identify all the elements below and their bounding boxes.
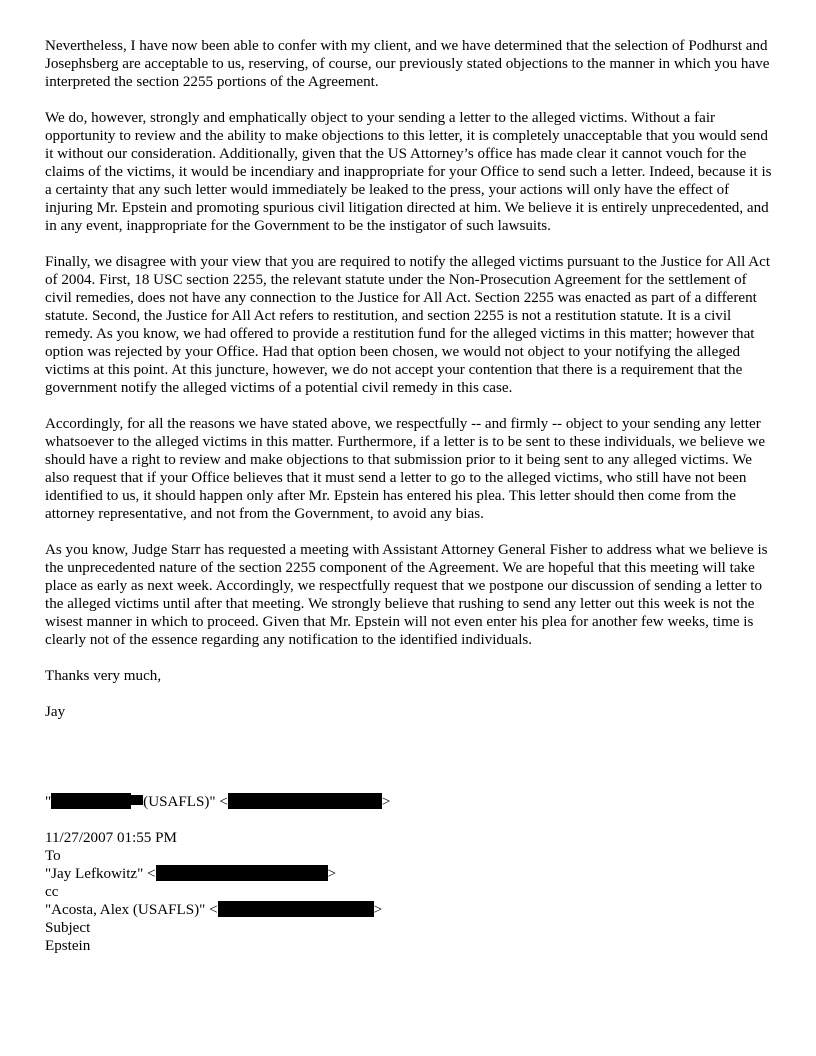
cc-close: > xyxy=(373,902,383,918)
from-name-suffix: (USAFLS)" < xyxy=(143,794,228,810)
cc-label: cc xyxy=(45,884,59,900)
to-label: To xyxy=(45,848,61,864)
cc-value: "Acosta, Alex (USAFLS)" < xyxy=(45,902,218,918)
from-close: > xyxy=(381,794,391,810)
to-close: > xyxy=(327,866,337,882)
subject-label: Subject xyxy=(45,920,91,936)
to-line xyxy=(45,865,773,883)
date-line: 11/27/2007 01:55 PM xyxy=(45,830,177,846)
closing-line: Thanks very much, xyxy=(45,668,162,684)
redacted-name-1 xyxy=(51,793,131,809)
redacted-email-cc xyxy=(218,901,374,917)
body-paragraph-1: Nevertheless, I have now been able to confer with my client, and we have determined that the selection of Podhurst and Josephsberg are acceptable to us, reserving, of course, our previously stated objections to the manner in which you have interpreted the section 2255 portions of the Agreement. xyxy=(45,38,770,90)
from-open-quote: " xyxy=(45,794,52,810)
body-paragraph-5: As you know, Judge Starr has requested a meeting with Assistant Attorney General Fisher to address what we believe is the unprecedented nature of the section 2255 component of the Agreement. We are hopeful that this meeting will take place as early as next week. Accordingly, we respectfully request that we postpone our discussion of sending a letter to the alleged victims until after that meeting. We strongly believe that rushing to send any letter out this week is not the wisest manner in which to proceed. Given that Mr. Epstein will not even enter his plea for another few weeks, time is clearly not of the essence regarding any notification to the identified individuals. xyxy=(45,542,768,648)
email-document xyxy=(45,37,773,955)
signature: Jay xyxy=(45,704,66,720)
cc-line xyxy=(45,901,773,919)
to-value: "Jay Lefkowitz" < xyxy=(45,866,156,882)
email-header-block xyxy=(45,793,773,955)
redacted-email-to xyxy=(156,865,328,881)
body-paragraph-3: Finally, we disagree with your view that you are required to notify the alleged victims pursuant to the Justice for All Act of 2004. First, 18 USC section 2255, the relevant statute under the Non-Prosecution Agreement for the settlement of civil remedies, does not have any connection to the Justice for All Act. Section 2255 was enacted as part of a different statute. Second, the Justice for All Act refers to restitution, and section 2255 is not a restitution statute. It is a civil remedy. As you know, we had offered to provide a restitution fund for the alleged victims in this matter; however that option was rejected by your Office. Had that option been chosen, we would not object to your notifying the alleged victims at this point. At this juncture, however, we do not accept your contention that there is a requirement that the government notify the alleged victims of a potential civil remedy in this case. xyxy=(45,254,771,396)
body-paragraph-4: Accordingly, for all the reasons we have stated above, we respectfully -- and firmly -- object to your sending any letter whatsoever to the alleged victims in this matter. Furthermore, if a letter is to be sent to these individuals, we believe we should have a right to review and make objections to that submission prior to it being sent to any alleged victims. We also request that if your Office believes that it must send a letter to go to the alleged victims, who still have not been identified to us, it should happen only after Mr. Epstein has entered his plea. This letter should then come from the attorney representative, and not from the Government, to avoid any bias. xyxy=(45,416,766,522)
subject-value: Epstein xyxy=(45,938,91,954)
body-paragraph-2: We do, however, strongly and emphatically object to your sending a letter to the alleged victims. Without a fair opportunity to review and the ability to make objections to this letter, it is completely unacceptable that you would send it without our consideration. Additionally, given that the US Attorney’s office has made clear it cannot vouch for the claims of the victims, it would be incendiary and inappropriate for your Office to send such a letter. Indeed, because it is a certainty that any such letter would immediately be leaked to the press, your actions will only have the effect of injuring Mr. Epstein and promoting spurious civil litigation directed at him. We believe it is entirely unprecedented, and in any event, inappropriate for the Government to be the instigator of such lawsuits. xyxy=(45,110,772,234)
redacted-name-2 xyxy=(129,795,143,805)
from-line xyxy=(45,793,773,811)
redacted-email-from xyxy=(228,793,382,809)
